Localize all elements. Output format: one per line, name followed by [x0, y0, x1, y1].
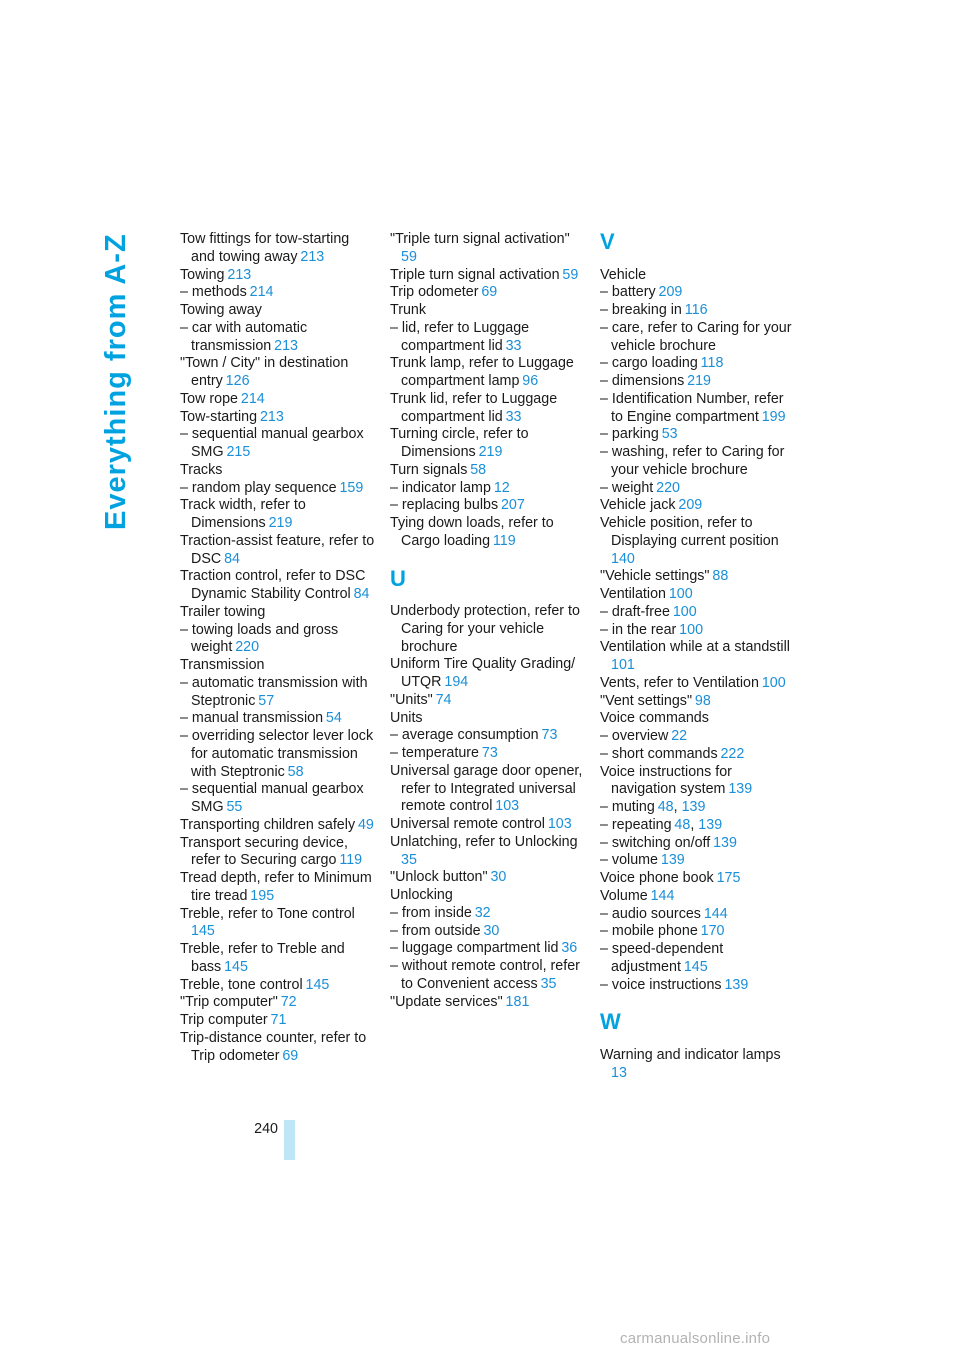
index-entry-text: Transmission [180, 657, 265, 673]
index-entry [180, 533, 376, 569]
index-entry [600, 568, 796, 586]
index-entry [600, 391, 796, 427]
index-entry-text: – automatic transmission with Steptronic [180, 674, 368, 709]
page-reference-link[interactable]: 181 [505, 993, 530, 1010]
page-reference-link[interactable]: 69 [481, 284, 498, 301]
page-reference-link[interactable]: 220 [656, 479, 680, 496]
page-reference-link[interactable]: 118 [700, 355, 724, 372]
page-separator: , [673, 799, 678, 815]
index-entry-text: Traction control, refer to DSC Dynamic Stability Control [180, 568, 366, 602]
page-reference-link[interactable]: 48 [657, 799, 674, 815]
index-letter-heading: W [600, 1009, 621, 1035]
index-entry [600, 426, 796, 444]
index-entry [180, 355, 376, 391]
index-entry-text: – from outside [390, 922, 481, 939]
page-reference-link[interactable]: 33 [505, 337, 522, 354]
index-entry [600, 373, 796, 391]
index-entry-text: – short commands [600, 745, 718, 762]
index-entry [600, 284, 796, 302]
index-entry [600, 622, 796, 640]
index-entry-text: – repeating [600, 816, 672, 833]
page-reference-link[interactable]: 119 [339, 852, 363, 869]
index-entry-text: Unlatching, refer to Unlocking [390, 833, 578, 850]
index-entry-text: Vehicle position, refer to Displaying current position [600, 515, 779, 549]
index-entry [390, 994, 586, 1012]
index-entry-text: "Town / City" in destination entry [180, 355, 349, 389]
index-entry-text: – cargo loading [600, 355, 698, 372]
page-number-bar [284, 1120, 295, 1160]
index-entry [180, 462, 376, 480]
page-reference-link[interactable]: 100 [668, 586, 693, 602]
index-entry [390, 656, 586, 692]
index-entry-text: – washing, refer to Caring for your vehicle brochure [600, 444, 785, 478]
page-reference-link[interactable]: 207 [500, 497, 525, 514]
index-entry-text: – parking [600, 426, 659, 443]
page-reference-link[interactable]: 54 [325, 710, 342, 727]
page-reference-link[interactable]: 58 [470, 461, 487, 478]
index-entry [180, 994, 376, 1012]
page-reference-link[interactable]: 214 [240, 390, 265, 407]
page-reference-link[interactable]: 55 [226, 799, 243, 815]
index-entry-text: Trunk lamp, refer to Luggage compartment lamp [390, 355, 574, 389]
index-entry [600, 817, 796, 835]
index-entry [600, 852, 796, 870]
index-entry-text: Trip odometer [390, 284, 479, 301]
index-entry-text: – care, refer to Caring for your vehicle brochure [600, 319, 792, 354]
page-reference-link[interactable]: 144 [703, 905, 728, 922]
index-entry [180, 906, 376, 942]
page-reference-link[interactable]: 100 [761, 674, 786, 691]
index-entry [180, 977, 376, 995]
index-entry [600, 746, 796, 764]
index-entry [180, 320, 376, 356]
index-entry [390, 302, 586, 320]
index-entry [390, 391, 586, 427]
page-reference-link[interactable]: 22 [671, 728, 688, 744]
index-entry [390, 710, 586, 728]
page-reference-link[interactable]: 209 [658, 284, 683, 301]
index-entry-text: "Units" [390, 691, 433, 708]
index-entry-text: Voice phone book [600, 870, 714, 886]
index-entry-text: Transporting children safely [180, 816, 356, 833]
page-reference-link[interactable]: 213 [300, 248, 325, 265]
page-reference-link[interactable]: 139 [698, 816, 723, 833]
page-reference-link[interactable]: 209 [678, 497, 703, 514]
index-entry-text: – random play sequence [180, 479, 337, 496]
index-entry-text: – speed-dependent adjustment [600, 941, 724, 975]
index-entry [180, 1012, 376, 1030]
index-entry-text: Triple turn signal activation [390, 266, 560, 283]
page-reference-link[interactable]: 59 [401, 248, 417, 265]
page-reference-link[interactable]: 170 [700, 923, 725, 940]
index-entry-text: – without remote control, refer to Convenient access [390, 958, 580, 992]
index-entry [390, 923, 586, 941]
index-entry [600, 835, 796, 853]
index-entry [180, 267, 376, 285]
index-entry [390, 320, 586, 356]
page-reference-link[interactable]: 49 [357, 816, 374, 833]
index-entry [390, 480, 586, 498]
page-reference-link[interactable]: 32 [474, 904, 491, 921]
index-entry-text: – from inside [390, 904, 472, 921]
index-entry-text: Towing away [180, 302, 262, 318]
page-reference-link[interactable]: 195 [250, 887, 275, 904]
page-reference-link[interactable]: 220 [235, 639, 260, 656]
page-reference-link[interactable]: 139 [713, 834, 737, 851]
page-reference-link[interactable]: 103 [495, 798, 520, 815]
index-entry-text: – indicator lamp [390, 479, 491, 496]
page-reference-link[interactable]: 98 [694, 692, 711, 709]
index-entry-text: Ventilation while at a standstill [600, 639, 790, 656]
index-entry [180, 781, 376, 817]
index-entry-text: Voice commands [600, 710, 709, 727]
page-reference-link[interactable]: 139 [724, 976, 749, 993]
index-entry-text: Warning and indicator lamps [600, 1046, 781, 1063]
index-entry [390, 905, 586, 923]
index-entry-text: Trunk [390, 302, 427, 318]
index-entry [600, 693, 796, 711]
page-reference-link[interactable]: 144 [650, 887, 675, 904]
index-entry-text: – sequential manual gearbox SMG [180, 426, 364, 460]
index-entry-text: – Identification Number, refer to Engine compartment [600, 390, 784, 425]
index-entry-text: – towing loads and gross weight [180, 621, 339, 656]
index-entry-text: – switching on/off [600, 834, 711, 851]
index-entry-text: Tow-starting [180, 408, 258, 425]
index-entry-text: – average consumption [390, 727, 539, 744]
index-column-3 [600, 231, 796, 1082]
page-reference-link[interactable]: 139 [728, 781, 753, 798]
index-entry [390, 426, 586, 462]
index-entry [600, 320, 796, 356]
index-entry-text: Traction-assist feature, refer to DSC [180, 532, 375, 567]
index-entry [180, 391, 376, 409]
index-entry-text: – sequential manual gearbox SMG [180, 781, 364, 815]
index-entry-text: Towing [180, 266, 225, 283]
page-reference-link[interactable]: 140 [611, 550, 635, 567]
index-entry-text: Universal remote control [390, 816, 545, 832]
index-entry-text: – in the rear [600, 621, 677, 638]
index-entry-text: Vents, refer to Ventilation [600, 674, 759, 691]
index-entry [600, 977, 796, 995]
index-entry [390, 231, 586, 267]
index-entry-text: Trunk lid, refer to Luggage compartment lid [390, 390, 558, 425]
index-entry [390, 763, 586, 816]
index-entry [390, 727, 586, 745]
index-entry-text: – dimensions [600, 373, 685, 389]
index-entry [600, 888, 796, 906]
index-entry [600, 675, 796, 693]
index-entry [390, 284, 586, 302]
page-reference-link[interactable]: 215 [226, 444, 251, 460]
index-entry [390, 462, 586, 480]
index-entry [600, 764, 796, 800]
index-entry-text: Vehicle [600, 266, 647, 283]
page-separator: , [690, 816, 695, 833]
index-entry-text: – methods [180, 284, 247, 301]
index-entry [600, 586, 796, 604]
page-reference-link[interactable]: 84 [353, 586, 370, 602]
page-reference-link[interactable]: 119 [492, 532, 516, 549]
page-reference-link[interactable]: 126 [225, 373, 250, 389]
index-entry [180, 870, 376, 906]
index-entry [390, 834, 586, 870]
page-reference-link[interactable]: 100 [672, 603, 697, 620]
index-entry-text: Volume [600, 887, 648, 904]
page-reference-link[interactable]: 72 [280, 994, 297, 1011]
index-entry-text: Tow fittings for tow-starting and towing away [180, 231, 350, 265]
index-entry [600, 941, 796, 977]
index-entry [180, 1030, 376, 1066]
index-entry [600, 870, 796, 888]
page-reference-link[interactable]: 219 [478, 444, 503, 460]
index-letter-heading: U [390, 565, 406, 591]
page-reference-link[interactable]: 84 [224, 550, 240, 567]
index-entry-text: Voice instructions for navigation system [600, 763, 732, 798]
side-tab [98, 230, 148, 530]
index-column-1 [180, 231, 376, 1065]
page-reference-link[interactable]: 71 [270, 1012, 287, 1028]
index-entry-text: Uniform Tire Quality Grading/ UTQR [390, 656, 576, 690]
index-entry-text: Treble, tone control [180, 976, 303, 993]
index-entry [180, 622, 376, 658]
index-entry-text: "Vent settings" [600, 692, 693, 709]
page-reference-link[interactable]: 73 [541, 727, 558, 744]
index-entry-text: – volume [600, 852, 659, 869]
page-reference-link[interactable]: 159 [339, 479, 364, 496]
index-entry [390, 869, 586, 887]
page-reference-link[interactable]: 219 [687, 373, 711, 389]
page-reference-link[interactable]: 219 [268, 515, 293, 531]
index-entry [390, 887, 586, 905]
index-entry-text: – draft-free [600, 603, 670, 620]
page-reference-link[interactable]: 145 [683, 958, 708, 975]
index-entry-text: "Triple turn signal activation" [390, 231, 570, 247]
index-entry [180, 568, 376, 604]
index-entry-text: Trip-distance counter, refer to Trip odometer [180, 1029, 367, 1064]
page-reference-link[interactable]: 194 [444, 674, 469, 690]
index-entry-text: Ventilation [600, 586, 666, 602]
index-entry-text: Track width, refer to Dimensions [180, 497, 306, 531]
index-entry-text: "Update services" [390, 993, 503, 1010]
page-reference-link[interactable]: 58 [287, 763, 304, 780]
page-reference-link[interactable]: 30 [490, 869, 507, 886]
index-entry [180, 710, 376, 728]
index-entry [390, 497, 586, 515]
index-entry-text: Universal garage door opener, refer to Integrated universal remote control [390, 762, 583, 815]
page-reference-link[interactable]: 53 [661, 426, 678, 443]
index-letter-heading: V [600, 229, 615, 254]
index-entry [180, 835, 376, 871]
index-entry-text: – replacing bulbs [390, 497, 499, 514]
page-reference-link[interactable]: 59 [562, 266, 579, 283]
index-entry-text: Unlocking [390, 887, 453, 903]
page-reference-link[interactable]: 199 [761, 408, 786, 425]
page-reference-link[interactable]: 103 [547, 816, 572, 832]
index-entry [390, 603, 586, 656]
index-entry [600, 728, 796, 746]
index-entry [180, 409, 376, 427]
page-reference-link[interactable]: 175 [716, 870, 741, 886]
index-entry-text: Treble, refer to Treble and bass [180, 941, 345, 975]
page-reference-link[interactable]: 12 [493, 479, 510, 496]
index-entry [180, 426, 376, 462]
page-reference-link[interactable]: 139 [681, 799, 706, 815]
page-reference-link[interactable]: 36 [561, 940, 578, 957]
index-entry-text: Tow rope [180, 390, 239, 407]
index-entry-text: Trailer towing [180, 603, 266, 620]
page-reference-link[interactable]: 213 [274, 337, 298, 354]
index-entry-text: – temperature [390, 745, 480, 761]
index-entry [390, 958, 586, 994]
page-reference-link[interactable]: 35 [540, 975, 557, 992]
index-entry-text: Vehicle jack [600, 497, 676, 514]
page-reference-link[interactable]: 145 [191, 923, 215, 940]
page-reference-link[interactable]: 96 [522, 373, 539, 389]
index-entry-text: – overriding selector lever lock for automatic transmission with Steptronic [180, 728, 374, 780]
watermark: carmanualsonline.info [620, 1330, 771, 1347]
index-entry-text: Treble, refer to Tone control [180, 905, 355, 922]
index-column-2 [390, 231, 586, 1011]
index-entry [600, 604, 796, 622]
page-reference-link[interactable]: 101 [611, 657, 635, 673]
page-reference-link[interactable]: 145 [305, 976, 330, 993]
index-entry-text: – overview [600, 728, 669, 744]
index-entry [600, 710, 796, 728]
page-reference-link[interactable]: 222 [720, 745, 745, 762]
index-entry-text: – lid, refer to Luggage compartment lid [390, 319, 530, 354]
index-entry [180, 497, 376, 533]
index-entry [600, 1047, 796, 1083]
index-entry-text: – voice instructions [600, 976, 722, 993]
index-entry-text: Turning circle, refer to Dimensions [390, 426, 529, 460]
page-reference-link[interactable]: 214 [249, 284, 274, 301]
page-reference-link[interactable]: 48 [674, 816, 691, 833]
page-reference-link[interactable]: 213 [259, 408, 284, 425]
page-number: 240 [254, 1121, 278, 1137]
index-entry [390, 355, 586, 391]
index-entry-text: Tying down loads, refer to Cargo loading [390, 515, 554, 549]
page-reference-link[interactable]: 30 [483, 922, 500, 939]
index-entry [600, 497, 796, 515]
index-entry-text: – mobile phone [600, 923, 698, 940]
index-entry-text: Trip computer [180, 1012, 268, 1028]
index-entry [180, 302, 376, 320]
index-entry [180, 675, 376, 711]
index-entry-text: Transport securing device, refer to Securing cargo [180, 834, 348, 869]
index-entry-text: "Unlock button" [390, 869, 488, 886]
index-entry [600, 480, 796, 498]
index-entry [600, 355, 796, 373]
index-entry [180, 728, 376, 781]
index-entry-text: Tracks [180, 461, 223, 478]
index-entry-text: "Trip computer" [180, 994, 278, 1011]
index-entry-text: – battery [600, 284, 656, 301]
page-reference-link[interactable]: 100 [679, 621, 704, 638]
index-entry [390, 267, 586, 285]
index-entry [600, 799, 796, 817]
index-entry-text: "Vehicle settings" [600, 568, 710, 585]
index-entry-text: Tread depth, refer to Minimum tire tread [180, 870, 372, 904]
index-entry [600, 923, 796, 941]
index-entry [600, 639, 796, 675]
page-reference-link[interactable]: 139 [660, 852, 685, 869]
index-entry-text: – audio sources [600, 905, 701, 922]
index-entry-text: Turn signals [390, 461, 468, 478]
page-reference-link[interactable]: 35 [401, 851, 417, 868]
page-reference-link[interactable]: 73 [481, 745, 498, 761]
index-entry [390, 515, 586, 551]
index-entry-text: – car with automatic transmission [180, 319, 308, 354]
page-reference-link[interactable]: 33 [505, 408, 522, 425]
index-entry [600, 267, 796, 285]
index-entry-text: – manual transmission [180, 710, 324, 727]
index-entry [180, 941, 376, 977]
index-entry [390, 940, 586, 958]
index-entry [180, 480, 376, 498]
page-reference-link[interactable]: 88 [712, 568, 729, 585]
index-entry [600, 515, 796, 568]
index-entry [180, 817, 376, 835]
index-entry [390, 745, 586, 763]
index-entry-text: Underbody protection, refer to Caring for your vehicle brochure [390, 603, 580, 655]
index-entry [180, 604, 376, 622]
index-entry [180, 284, 376, 302]
index-entry [180, 657, 376, 675]
index-entry [390, 692, 586, 710]
page-reference-link[interactable]: 145 [224, 958, 248, 975]
page-reference-link[interactable]: 116 [684, 302, 708, 318]
page-reference-link[interactable]: 13 [611, 1064, 627, 1081]
index-entry-text: Units [390, 709, 423, 726]
index-entry-text: – luggage compartment lid [390, 940, 559, 957]
index-entry [180, 231, 376, 267]
page-reference-link[interactable]: 213 [227, 266, 252, 283]
section-side-title: Everything from A-Z [100, 233, 132, 530]
index-entry-text: – weight [600, 479, 654, 496]
index-entry [600, 906, 796, 924]
index-entry [600, 302, 796, 320]
page-reference-link[interactable]: 57 [258, 692, 275, 709]
index-entry [390, 816, 586, 834]
index-entry-text: – breaking in [600, 302, 682, 318]
index-entry [600, 444, 796, 480]
page-reference-link[interactable]: 74 [435, 691, 452, 708]
page-reference-link[interactable]: 69 [282, 1047, 299, 1064]
index-entry-text: – muting [600, 799, 655, 815]
